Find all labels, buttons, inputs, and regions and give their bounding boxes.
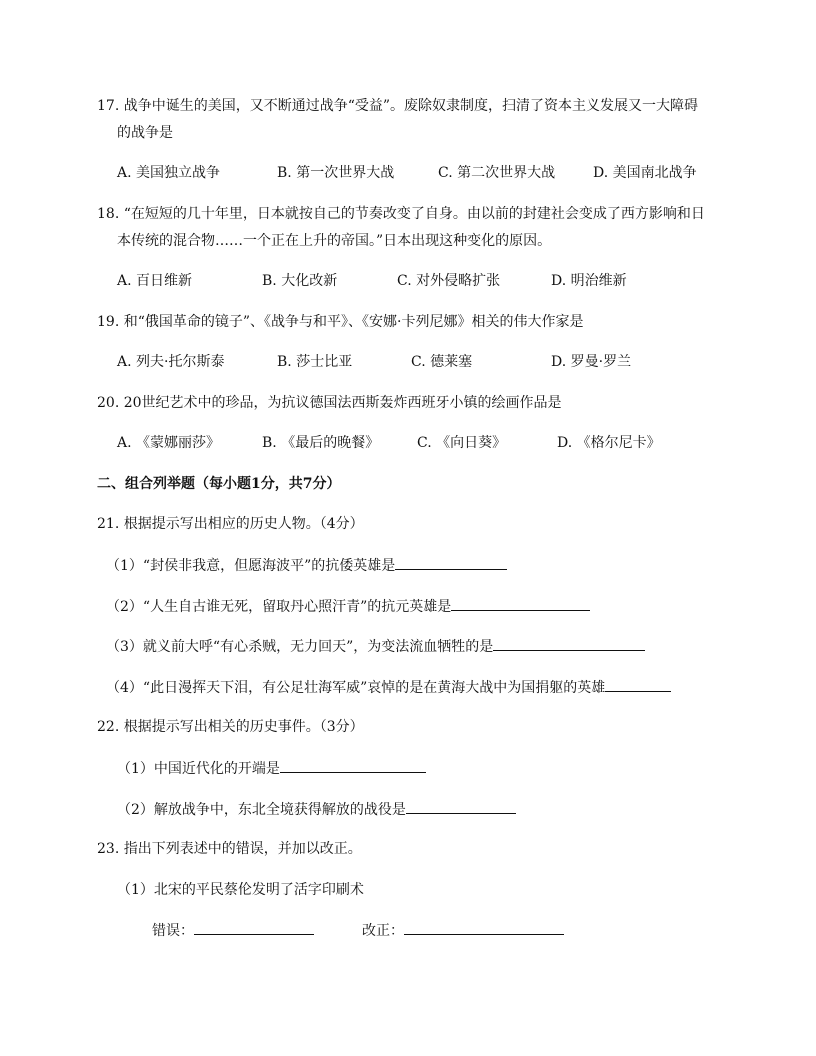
q17-option-a: A. 美国独立战争	[117, 165, 221, 181]
q22-stem: 22. 根据提示写出相关的历史事件。（3分）	[97, 719, 364, 735]
q17-option-d: D. 美国南北战争	[593, 165, 697, 181]
q21-item-2-answer-blank[interactable]	[451, 596, 590, 611]
q23-error-label: 错误：	[152, 923, 194, 939]
q17-option-b: B. 第一次世界大战	[277, 165, 395, 181]
q20-option-c: C. 《向日葵》	[417, 435, 507, 451]
q20-option-a: A. 《蒙娜丽莎》	[117, 435, 221, 451]
q22-item-2-answer-blank[interactable]	[406, 799, 516, 814]
q17-stem-line2: 的战争是	[117, 125, 173, 141]
q19-option-a: A. 列夫·托尔斯泰	[117, 354, 225, 370]
q20-option-b: B. 《最后的晚餐》	[262, 435, 380, 451]
q22-item-2	[117, 799, 516, 820]
q17-stem-line1: 17. 战争中诞生的美国，又不断通过战争“受益”。废除奴隶制度，扫清了资本主义发展又一大障碍	[97, 98, 699, 114]
q17-option-c: C. 第二次世界大战	[438, 165, 556, 181]
q23-error-answer-blank[interactable]	[194, 920, 314, 935]
section2-heading: 二、组合列举题（每小题1分，共7分）	[97, 476, 341, 492]
q21-item-3	[106, 636, 645, 657]
q21-item-3-answer-blank[interactable]	[493, 636, 645, 651]
q23-item-1: （1）北宋的平民蔡伦发明了活字印刷术	[117, 882, 364, 898]
q18-option-c: C. 对外侵略扩张	[397, 273, 501, 289]
q19-option-b: B. 莎士比亚	[277, 354, 353, 370]
q23-fix-label: 改正：	[362, 923, 404, 939]
q21-stem: 21. 根据提示写出相应的历史人物。（4分）	[97, 516, 364, 532]
q18-stem-line1: 18. “在短短的几十年里，日本就按自己的节奏改变了自身。由以前的封建社会变成了西方影响和日	[97, 206, 705, 222]
q21-item-1-answer-blank[interactable]	[395, 555, 507, 570]
q23-error-row	[152, 920, 314, 941]
q22-item-1-answer-blank[interactable]	[280, 758, 426, 773]
q22-item-1	[117, 758, 426, 779]
q18-stem-line2: 本传统的混合物……一个正在上升的帝国。”日本出现这种变化的原因。	[117, 233, 552, 249]
q21-item-4-answer-blank[interactable]	[605, 677, 671, 692]
q18-option-b: B. 大化改新	[262, 273, 338, 289]
q21-item-2	[106, 596, 590, 617]
q20-option-d: D. 《格尔尼卡》	[557, 435, 661, 451]
q21-item-1	[106, 555, 507, 576]
q19-option-c: C. 德莱塞	[411, 354, 473, 370]
q19-option-d: D. 罗曼·罗兰	[551, 354, 632, 370]
q21-item-3-text: （3）就义前大呼“有心杀贼，无力回天”，为变法流血牺牲的是	[106, 639, 494, 655]
q18-option-a: A. 百日维新	[117, 273, 193, 289]
q20-stem: 20. 20世纪艺术中的珍品，为抗议德国法西斯轰炸西班牙小镇的绘画作品是	[97, 395, 562, 411]
q21-item-2-text: （2）“人生自古谁无死，留取丹心照汗青”的抗元英雄是	[106, 599, 452, 615]
q22-item-1-text: （1）中国近代化的开端是	[117, 761, 280, 777]
q21-item-4	[106, 677, 671, 698]
q19-stem: 19. 和“俄国革命的镜子”、《战争与和平》、《安娜·卡列尼娜》相关的伟大作家是	[97, 314, 584, 330]
q21-item-4-text: （4）“此日漫挥天下泪，有公足壮海军威”哀悼的是在黄海大战中为国捐躯的英雄	[106, 680, 606, 696]
q18-option-d: D. 明治维新	[551, 273, 627, 289]
q23-stem: 23. 指出下列表述中的错误，并加以改正。	[97, 841, 362, 857]
q21-item-1-text: （1）“封侯非我意，但愿海波平”的抗倭英雄是	[106, 558, 396, 574]
q23-fix-answer-blank[interactable]	[404, 920, 564, 935]
q23-fix-row	[362, 920, 564, 941]
q22-item-2-text: （2）解放战争中，东北全境获得解放的战役是	[117, 802, 406, 818]
